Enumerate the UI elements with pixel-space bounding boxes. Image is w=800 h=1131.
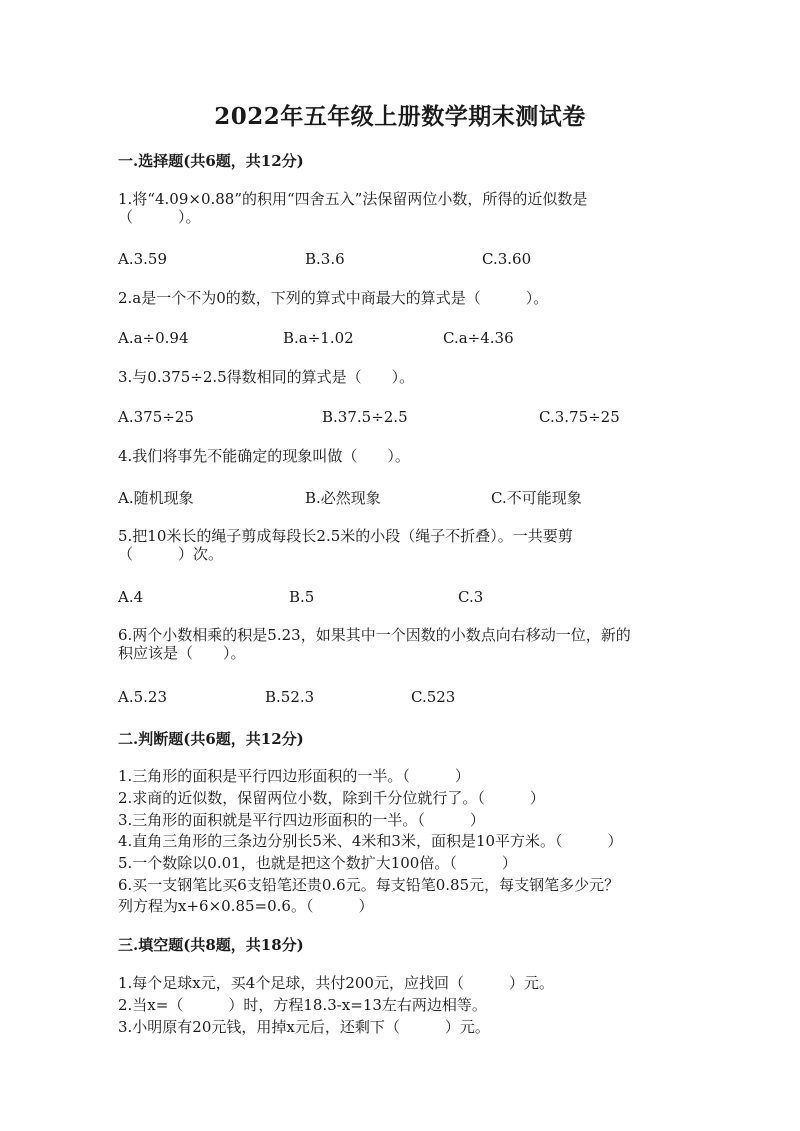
question-6 — [118, 626, 688, 662]
question-text: 5.把10米长的绳子剪成每段长2.5米的小段（绳子不折叠）。一共要剪 — [118, 527, 573, 545]
judge-item-3: 3.三角形的面积就是平行四边形面积的一半。（ ） — [118, 811, 485, 829]
option-a: A.随机现象 — [118, 489, 194, 507]
option-c: C.3 — [458, 588, 484, 606]
option-a: A.3.59 — [118, 250, 167, 268]
option-a: A.a÷0.94 — [118, 329, 189, 347]
option-a: A.5.23 — [118, 688, 167, 706]
question-5 — [118, 527, 688, 563]
page-title: 2022年五年级上册数学期末测试卷 — [214, 103, 586, 130]
question-text-cont: （ ）。 — [118, 208, 201, 226]
option-b: B.37.5÷2.5 — [322, 408, 408, 426]
option-b: B.3.6 — [305, 250, 345, 268]
option-a: A.4 — [118, 588, 144, 606]
question-2 — [118, 289, 688, 307]
option-c: C.3.75÷25 — [539, 408, 620, 426]
option-b: B.52.3 — [265, 688, 315, 706]
fill-item-3: 3.小明原有20元钱，用掉x元后，还剩下（ ）元。 — [118, 1018, 490, 1036]
option-b: B.a÷1.02 — [283, 329, 354, 347]
question-text: 2.a是一个不为0的数，下列的算式中商最大的算式是（ ）。 — [118, 289, 549, 307]
question-text-cont: （ ）次。 — [118, 545, 224, 563]
judge-item-5: 5.一个数除以0.01，也就是把这个数扩大100倍。（ ） — [118, 854, 517, 872]
question-text-cont: 积应该是（ ）。 — [118, 644, 246, 662]
fill-item-2: 2.当x=（ ）时，方程18.3-x=13左右两边相等。 — [118, 996, 487, 1014]
question-4 — [118, 447, 688, 465]
question-3 — [118, 368, 688, 386]
judge-item-2: 2.求商的近似数，保留两位小数，除到千分位就行了。（ ） — [118, 789, 545, 807]
option-c: C.不可能现象 — [491, 489, 582, 507]
question-1 — [118, 190, 688, 226]
section-heading-judge: 二.判断题(共6题，共12分) — [118, 730, 304, 748]
judge-item-6-cont: 列方程为x+6×0.85=0.6。（ ） — [118, 897, 374, 915]
question-text: 6.两个小数相乘的积是5.23，如果其中一个因数的小数点向右移动一位，新的 — [118, 626, 631, 644]
judge-item-6: 6.买一支钢笔比买6支铅笔还贵0.6元。每支铅笔0.85元，每支钢笔多少元？ — [118, 876, 620, 894]
option-c: C.3.60 — [482, 250, 532, 268]
judge-item-4: 4.直角三角形的三条边分别长5米、4米和3米，面积是10平方米。（ ） — [118, 832, 623, 850]
question-text: 1.将“4.09×0.88”的积用“四舍五入”法保留两位小数，所得的近似数是 — [118, 190, 588, 208]
judge-item-1: 1.三角形的面积是平行四边形面积的一半。（ ） — [118, 767, 470, 785]
option-a: A.375÷25 — [118, 408, 194, 426]
section-heading-choice: 一.选择题(共6题，共12分) — [118, 152, 304, 170]
option-b: B.必然现象 — [305, 489, 381, 507]
fill-item-1: 1.每个足球x元，买4个足球，共付200元，应找回（ ）元。 — [118, 974, 554, 992]
section-heading-fill: 三.填空题(共8题，共18分) — [118, 936, 304, 954]
question-text: 4.我们将事先不能确定的现象叫做（ ）。 — [118, 447, 410, 465]
option-c: C.a÷4.36 — [443, 329, 514, 347]
option-c: C.523 — [411, 688, 456, 706]
question-text: 3.与0.375÷2.5得数相同的算式是（ ）。 — [118, 368, 415, 386]
option-b: B.5 — [289, 588, 315, 606]
